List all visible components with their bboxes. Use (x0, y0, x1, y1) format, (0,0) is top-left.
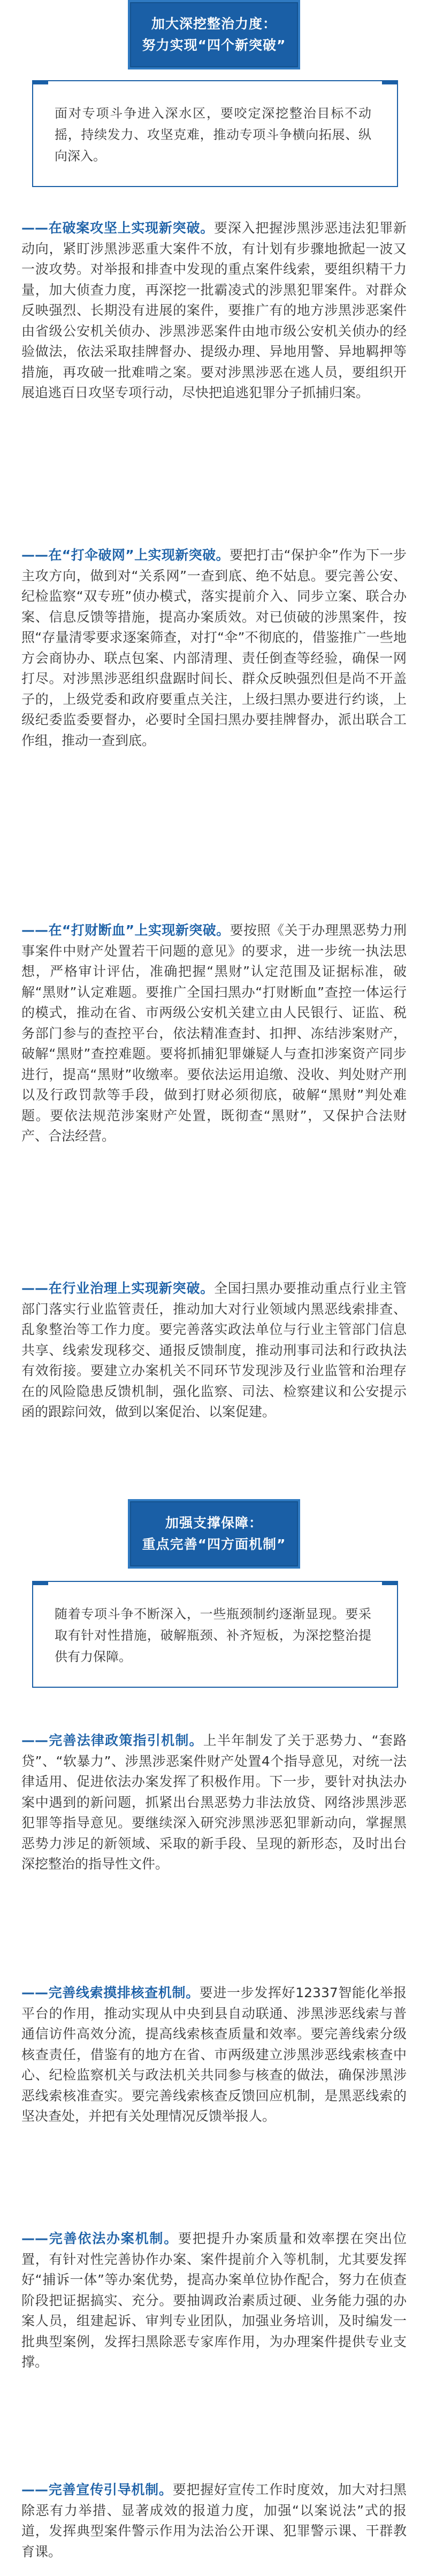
paragraph-body: 要进一步发挥好12337智能化举报平台的作用，推动实现从中央到县自动联通、涉黑涉恶线索与普通信访件高效分流，提高线索核查质量和效率。要完善线索分级核查责任，借鉴有的地方在省、市两级建立涉黑涉恶线索核查中心、纪检监察机关与政法机关共同参与核查的做法，确保涉黑涉恶线索核准查实。要完善线索核查反馈回应机制，是黑恶线索的坚决查处，并把有关处理情况反馈举报人。 (21, 1985, 407, 2124)
paragraph-lead: ——在破案攻坚上实现新突破。 (21, 220, 214, 236)
paragraph-body: 要按照《关于办理黑恶势力刑事案件中财产处置若干问题的意见》的要求，进一步统一执法思想，严格审计评估，准确把握“黑财”认定范围及证据标准，破解“黑财”认定难题。要推广全国扫黑办“打财断血”查控一体运行的模式，推动在省、市两级公安机关建立由人民银行、证监、税务部门参与的查控平台，依法精准查封、扣押、冻结涉案财产，破解“黑财”查控难题。要将抓捕犯罪嫌疑人与查扣涉案资产同步进行，提高“黑财”收缴率。要依法运用追缴、没收、判处财产刑以及行政罚款等手段，做到打财必须彻底，破解“黑财”判处难题。要依法规范涉案财产处置，既彻查“黑财”，又保护合法财产、合法经营。 (21, 922, 407, 1144)
paragraph-body: 上半年制发了关于恶势力、“套路贷”、“软暴力”、涉黑涉恶案件财产处置4个指导意见，对统一法律适用、促进依法办案发挥了积极作用。下一步，要针对执法办案中遇到的新问题，抓紧出台黑恶势力非法放贷、网络涉黑涉恶犯罪等指导意见。要继续深入研究涉黑涉恶犯罪新动向，掌握黑恶势力涉足的新领域、采取的新手段、呈现的新形态，及时出台深挖整治的指导性文件。 (21, 1733, 407, 1872)
intro-corner-left (32, 1581, 48, 1585)
section2-intro-box (32, 1581, 398, 1688)
paragraph-body: 全国扫黑办要推动重点行业主管部门落实行业监管责任，推动加大对行业领域内黑恶线索排查、乱象整治等工作力度。要完善落实政法单位与行业主管部门信息共享、线索发现移交、通报反馈制度，推动刑事司法和行政执法有效衔接。要建立办案机关不同环节发现涉及行业监管和治理存在的风险隐患反馈机制，强化监察、司法、检察建议和公安提示函的跟踪问效，做到以案促治、以案促建。 (21, 1281, 407, 1419)
section2-paragraph-legal-guidance (21, 1731, 407, 1875)
paragraph-lead: ——完善线索摸排核查机制。 (21, 1985, 200, 2000)
section2-banner (128, 1499, 300, 1569)
section1-banner (128, 0, 300, 69)
paragraph-body: 要深入把握涉黑涉恶违法犯罪新动向，紧盯涉黑涉恶重大案件不放，有计划有步骤地掀起一波又一波攻势。对举报和排查中发现的重点案件线索，要组织精干力量，加大侦查力度，再深挖一批霸凌式的涉黑犯罪案件。对群众反映强烈、长期没有进展的案件，要推广有的地方涉黑涉恶案件由省级公安机关侦办、涉黑涉恶案件由地市级公安机关侦办的经验做法，依法采取挂牌督办、提级办理、异地用警、异地羁押等措施，再攻破一批难啃之案。要对涉黑涉恶在逃人员，要组织开展追逃百日攻坚专项行动，尽快把追逃犯罪分子抓捕归案。 (21, 220, 407, 400)
paragraph-lead: ——完善法律政策指引机制。 (21, 1733, 203, 1748)
section1-banner-title: 加大深挖整治力度： (151, 16, 277, 32)
section1-banner-subtitle: 努力实现“四个新突破” (142, 37, 286, 53)
section2-intro-text: 随着专项斗争不断深入，一些瓶颈制约逐渐显现。要采取有针对性措施，破解瓶颈、补齐短板，为深挖整治提供有力保障。 (55, 1607, 371, 1664)
intro-corner-right (382, 1581, 398, 1585)
paragraph-lead: ——在行业治理上实现新突破。 (21, 1281, 214, 1296)
paragraph-lead: ——完善依法办案机制。 (21, 2231, 178, 2246)
section1-paragraph-industry-breakthrough (21, 1278, 407, 1423)
section2-banner-subtitle: 重点完善“四方面机制” (142, 1537, 286, 1552)
section2-paragraph-clue-verification (21, 1983, 407, 2127)
section2-paragraph-lawful-handling (21, 2229, 407, 2373)
intro-corner-right (382, 80, 398, 84)
paragraph-lead: ——完善宣传引导机制。 (21, 2482, 173, 2497)
intro-corner-left (32, 80, 48, 84)
paragraph-body: 要把提升办案质量和效率摆在突出位置，有针对性完善协作办案、案件提前介入等机制，尤其要发挥好“捕诉一体”等办案优势，提高办案单位协作配合，努力在侦查阶段把证据搞实、充分。要抽调政治素质过硬、业务能力强的办案人员，组建起诉、审判专业团队，加强业务培训，及时编发一批典型案例，发挥扫黑除恶专家库作用，为办理案件提供专业支撑。 (21, 2231, 407, 2370)
section1-intro-box (32, 80, 398, 187)
section1-paragraph-umbrella-breakthrough (21, 545, 407, 751)
paragraph-lead: ——在“打伞破网”上实现新突破。 (21, 547, 230, 563)
paragraph-lead: ——在“打财断血”上实现新突破。 (21, 922, 230, 938)
section1-intro-text: 面对专项斗争进入深水区，要咬定深挖整治目标不动摇，持续发力、攻坚克难，推动专项斗争横向拓展、纵向深入。 (55, 106, 371, 164)
section2-paragraph-publicity (21, 2480, 407, 2562)
paragraph-body: 要把握好宣传工作时度效，加大对扫黑除恶有力举措、显著成效的报道力度，加强“以案说法”式的报道，发挥典型案件警示作用为法治公开课、犯罪警示课、干群教育课。 (21, 2482, 407, 2559)
paragraph-body: 要把打击“保护伞”作为下一步主攻方向，做到对“关系网”一查到底、绝不姑息。要完善公安、纪检监察“双专班”侦办模式，落实提前介入、同步立案、联合办案、信息反馈等措施，提高办案质效。对已侦破的涉黑案件，按照“存量清零要求逐案筛查，对打“伞”不彻底的，借鉴推广一些地方会商协办、联点包案、内部清理、责任倒查等经验，确保一网打尽。对涉黑涉恶组织盘踞时间长、群众反映强烈但是尚不开盖子的，上级党委和政府要重点关注，上级扫黑办要进行约谈，上级纪委监委要督办，必要时全国扫黑办要挂牌督办，派出联合工作组，推动一查到底。 (21, 547, 407, 748)
section1-paragraph-case-breakthrough (21, 218, 407, 404)
section1-paragraph-finance-breakthrough (21, 920, 407, 1147)
section2-banner-title: 加强支撑保障： (165, 1515, 263, 1531)
